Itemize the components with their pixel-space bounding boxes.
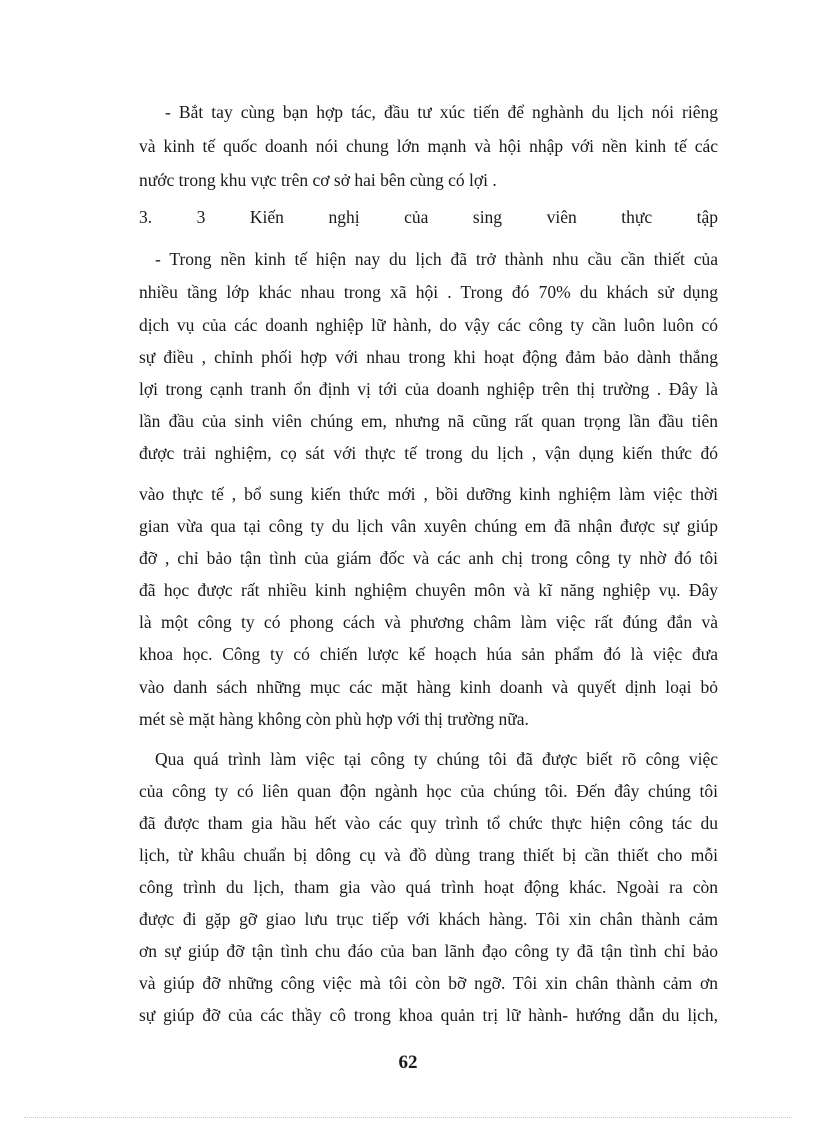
text-line: đã học được rất nhiều kinh nghiệm chuyên môn và kĩ năng nghiệp vụ. Đây: [139, 580, 718, 600]
text-line: của công ty có liên quan độn ngành học của chúng tôi. Đến đây chúng tôi: [139, 781, 718, 801]
text-line: đỡ , chỉ bảo tận tình của giám đốc và các anh chị trong công ty nhờ đó tôi: [139, 548, 718, 568]
text-line: lợi trong cạnh tranh ổn định vị tới của doanh nghiệp trên thị trường . Đây là: [139, 379, 718, 399]
text-line: gian vừa qua tại công ty du lịch vân xuyên chúng em đã nhận được sự giúp: [139, 516, 718, 536]
text-line: nhiều tầng lớp khác nhau trong xã hội . Trong đó 70% du khách sử dụng: [139, 282, 718, 302]
text-line: - Trong nền kinh tế hiện nay du lịch đã trở thành nhu cầu cần thiết của: [155, 249, 718, 269]
text-line: nước trong khu vực trên cơ sở hai bên cùng có lợi .: [139, 170, 497, 190]
text-line: sự giúp đỡ của các thầy cô trong khoa quản trị lữ hành- hướng dẫn du lịch,: [139, 1005, 718, 1025]
text-line: đã được tham gia hầu hết vào các quy trình tổ chức thực hiện công tác du: [139, 813, 718, 833]
text-line: lịch, từ khâu chuẩn bị dông cụ và đồ dùng trang thiết bị cần thiết cho mỗi: [139, 845, 718, 865]
page-number: 62: [398, 1052, 418, 1073]
text-line: sự điều , chỉnh phối hợp với nhau trong khi hoạt động đảm bảo dành thắng: [139, 347, 718, 367]
text-line: - Bắt tay cùng bạn hợp tác, đầu tư xúc tiến để nghành du lịch nói riêng: [165, 102, 718, 122]
text-line: công trình du lịch, tham gia vào quá trình hoạt động khác. Ngoài ra còn: [139, 877, 718, 897]
text-line: vào thực tế , bổ sung kiến thức mới , bồi dưỡng kinh nghiệm làm việc thời: [139, 484, 718, 504]
text-line: và giúp đỡ những công việc mà tôi còn bỡ ngỡ. Tôi xin chân thành cảm ơn: [139, 973, 718, 993]
text-line: vào danh sách những mục các mặt hàng kinh doanh và quyết dịnh loại bỏ: [139, 677, 718, 697]
section-heading: 3. 3 Kiến nghị của sing viên thực tập: [139, 207, 718, 227]
text-line: được đi gặp gỡ giao lưu trục tiếp với khách hàng. Tôi xin chân thành cảm: [139, 909, 718, 929]
page-bottom-divider: [24, 1117, 792, 1118]
text-line: lần đầu của sinh viên chúng em, nhưng nã cũng rất quan trọng lần đầu tiên: [139, 411, 718, 431]
text-line: mét sè mặt hàng không còn phù hợp với thị trường nữa.: [139, 709, 529, 729]
text-line: dịch vụ của các doanh nghiệp lữ hành, do vậy các công ty cần luôn luôn có: [139, 315, 718, 335]
text-line: là một công ty có phong cách và phương châm làm việc rất đúng đắn và: [139, 612, 718, 632]
text-line: được trải nghiệm, cọ sát với thực tế trong du lịch , vận dụng kiến thức đó: [139, 443, 718, 463]
text-line: và kinh tế quốc doanh nói chung lớn mạnh và hội nhập với nền kinh tế các: [139, 136, 718, 156]
text-line: ơn sự giúp đỡ tận tình chu đáo của ban lãnh đạo công ty đã tận tình chỉ bảo: [139, 941, 718, 961]
text-line: Qua quá trình làm việc tại công ty chúng tôi đã được biết rõ công việc: [155, 749, 718, 769]
text-line: khoa học. Công ty có chiến lược kế hoạch húa sản phẩm đó là việc đưa: [139, 644, 718, 664]
